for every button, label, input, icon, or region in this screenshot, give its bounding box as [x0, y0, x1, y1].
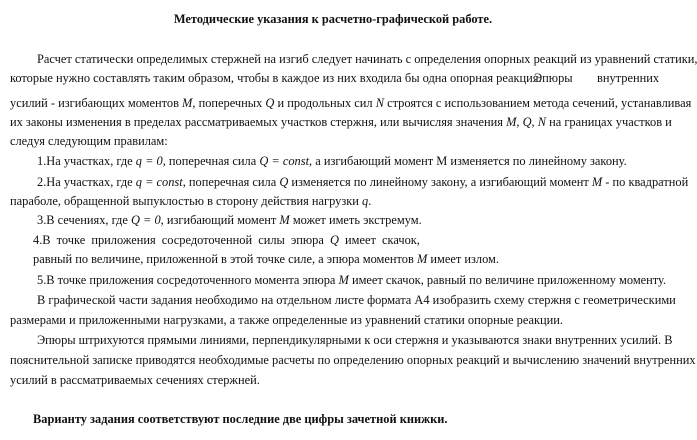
- document-title: Методические указания к расчетно-графической работе.: [173, 12, 493, 26]
- paragraph-line: размерами и приложенными нагрузками, а также определенные из уравнений статики опорные реакции.: [10, 313, 564, 327]
- paragraph-line: Эпюры штрихуются прямыми линиями, перпендикулярными к оси стержня и указываются знаки внутренних усилий. В: [37, 333, 673, 347]
- paragraph-line: усилий - изгибающих моментов M, поперечных Q и продольных сил N строятся с использованием метода сечений, устанавливая: [10, 96, 692, 110]
- rule-4: 4.В точке приложения сосредоточенной силы эпюра Q имеет скачок,: [33, 233, 420, 247]
- rule-5: 5.В точке приложения сосредоточенного момента эпюра M имеет скачок, равный по величине приложенному моменту.: [37, 273, 667, 287]
- rule-2: 2.На участках, где q = const, поперечная сила Q изменяется по линейному закону, а изгибающий момент M - по квадратной: [37, 175, 689, 189]
- paragraph-line: усилий в рассматриваемых сечениях стержней.: [10, 373, 260, 387]
- paragraph-line: В графической части задания необходимо на отдельном листе формата А4 изобразить схему стержня с геометрическими: [37, 293, 676, 307]
- paragraph-line: которые нужно составлять таким образом, чтобы в каждое из них входила бы одна опорная реакция. Эпюры внутренних: [10, 71, 660, 85]
- rule-4-continued: равный по величине, приложенной в этой точке силе, а эпюра моментов M имеет излом.: [33, 252, 499, 266]
- variant-note: Варианту задания соответствуют последние две цифры зачетной книжки.: [33, 412, 448, 426]
- rule-2-continued: параболе, обращенной выпуклостью в сторону действия нагрузки q.: [10, 194, 372, 208]
- paragraph-line: Расчет статически определимых стержней на изгиб следует начинать с определения опорных реакций из уравнений статики,: [37, 52, 697, 66]
- rule-3: 3.В сечениях, где Q = 0, изгибающий момент M может иметь экстремум.: [37, 213, 422, 227]
- paragraph-line: их законы изменения в пределах рассматриваемых участков стержня, или вычисляя значения M, Q, N на границах участков и: [10, 115, 672, 129]
- rule-1: 1.На участках, где q = 0, поперечная сила Q = const, а изгибающий момент М изменяется по линейному закону.: [37, 154, 627, 168]
- paragraph-line: пояснительной записке приводятся необходимые расчеты по определению опорных реакций и вычислению значений внутренних: [10, 353, 696, 367]
- paragraph-line: следуя следующим правилам:: [10, 134, 168, 148]
